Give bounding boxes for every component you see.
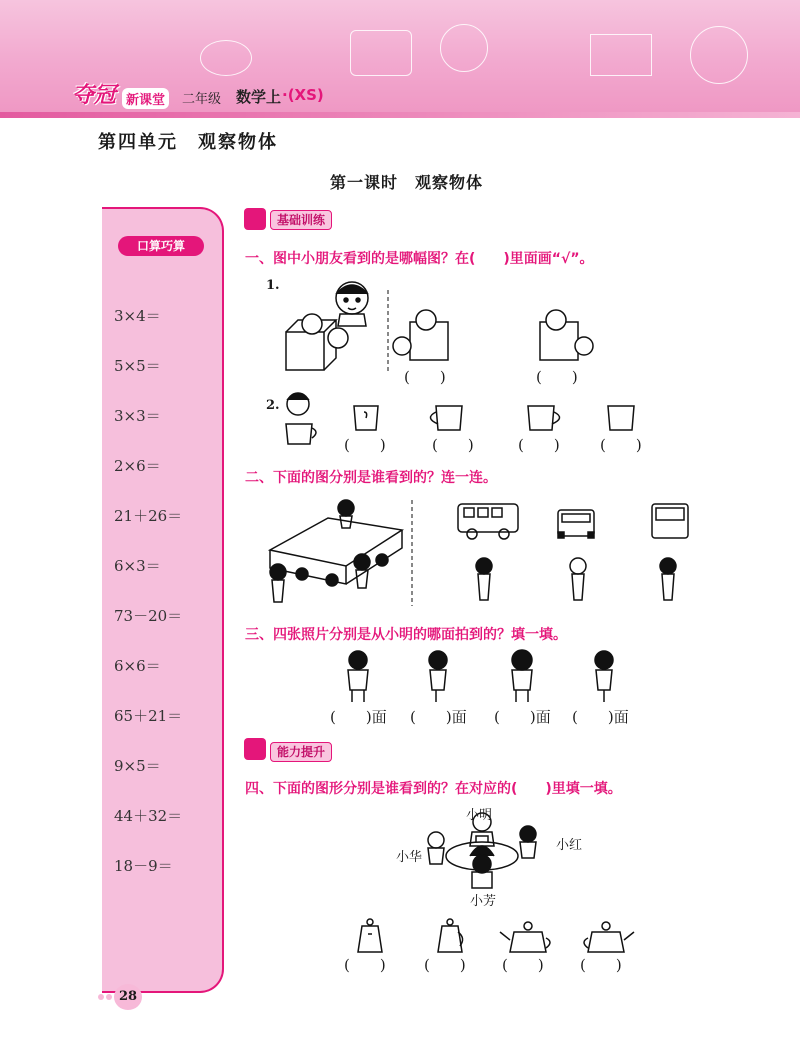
name-label-xiaohong: 小红 — [556, 838, 583, 853]
ability-tag: 能力提升 — [270, 742, 332, 762]
book-label: 数学上 — [236, 88, 282, 106]
calc-item: 18－9＝ — [114, 857, 173, 875]
answer-blank[interactable]: ( ) — [344, 956, 386, 974]
name-label-xiaofang: 小芳 — [470, 894, 497, 909]
book-doodle-icon — [350, 30, 412, 76]
bus-back-view-icon — [652, 504, 688, 538]
brand-logo: 夺冠 — [72, 83, 117, 108]
calc-item: 3×4＝ — [114, 307, 161, 325]
question-4-prompt: 四、下面的图形分别是谁看到的？在对应的( )里填一填。 — [245, 781, 622, 797]
header-divider — [0, 112, 800, 118]
sidebar-heading: 口算巧算 — [118, 236, 204, 256]
bus-side-view-icon — [458, 504, 518, 539]
globe-doodle-icon — [690, 26, 748, 84]
calc-item: 3×3＝ — [114, 407, 161, 425]
answer-blank[interactable]: ( )面 — [330, 708, 387, 726]
unit-title: 第四单元 观察物体 — [98, 132, 278, 153]
edition-label: ·(XS) — [282, 86, 324, 104]
calc-item: 21＋26＝ — [114, 507, 183, 525]
question-1-prompt: 一、图中小朋友看到的是哪幅图？在( )里面画“√”。 — [245, 251, 594, 267]
child-face-icon — [336, 282, 368, 326]
answer-blank[interactable]: ( ) — [518, 436, 560, 454]
gift-box-icon — [244, 738, 266, 760]
answer-blank[interactable]: ( )面 — [572, 708, 629, 726]
question-2-prompt: 二、下面的图分别是谁看到的？连一连。 — [245, 470, 497, 486]
answer-blank[interactable]: ( ) — [432, 436, 474, 454]
answer-blank[interactable]: ( )面 — [410, 708, 467, 726]
notebook-doodle-icon — [590, 34, 652, 76]
calc-item: 6×6＝ — [114, 657, 161, 675]
page-number: 28 — [114, 984, 142, 1010]
q3-photos — [342, 650, 632, 706]
cup-view-icon — [430, 406, 462, 430]
decorative-dot — [98, 994, 104, 1000]
page-header-banner — [0, 0, 800, 112]
glasses-doodle-icon — [200, 40, 252, 76]
answer-blank[interactable]: ( ) — [344, 436, 386, 454]
answer-blank[interactable]: ( ) — [502, 956, 544, 974]
boy-photo-front-icon — [348, 651, 368, 702]
calc-item: 73－20＝ — [114, 607, 183, 625]
answer-blank[interactable]: ( ) — [580, 956, 622, 974]
teapot-view-icon — [584, 922, 634, 952]
books-icon — [244, 208, 266, 230]
calc-item: 44＋32＝ — [114, 807, 183, 825]
bus-perspective-icon — [270, 518, 402, 586]
cup-view-icon — [354, 406, 378, 430]
option-b-figure-icon — [540, 310, 593, 360]
calc-item: 2×6＝ — [114, 457, 161, 475]
lesson-title: 第一课时 观察物体 — [330, 173, 484, 192]
boy-with-cup-icon — [286, 393, 316, 444]
children-around-table-icon — [428, 813, 536, 888]
answer-blank[interactable]: ( )面 — [494, 708, 551, 726]
cup-view-icon — [528, 406, 560, 430]
basic-training-tag: 基础训练 — [270, 210, 332, 230]
calc-item: 5×5＝ — [114, 357, 161, 375]
boy-photo-back-icon — [512, 650, 532, 702]
answer-blank[interactable]: ( ) — [600, 436, 642, 454]
q2-figures — [262, 494, 692, 610]
clock-doodle-icon — [440, 24, 488, 72]
brand-series: 新课堂 — [122, 88, 169, 109]
bus-front-view-icon — [558, 510, 594, 538]
q4-teapot-views — [354, 918, 634, 956]
item-number: 2. — [266, 398, 280, 413]
cup-view-icon — [608, 406, 634, 430]
name-label-xiaohua: 小华 — [396, 850, 423, 865]
answer-blank[interactable]: ( ) — [536, 368, 578, 386]
question-3-prompt: 三、四张照片分别是从小明的哪面拍到的？填一填。 — [245, 627, 567, 643]
calc-item: 65＋21＝ — [114, 707, 183, 725]
answer-blank[interactable]: ( ) — [404, 368, 446, 386]
teapot-view-icon — [500, 922, 550, 952]
boy-photo-side-icon — [429, 651, 447, 702]
teapot-view-icon — [358, 919, 382, 952]
child-figure-icon — [476, 558, 676, 600]
grade-label: 二年级 — [182, 92, 222, 107]
calc-item: 9×5＝ — [114, 757, 161, 775]
answer-blank[interactable]: ( ) — [424, 956, 466, 974]
name-label-xiaoming: 小明 — [466, 808, 493, 823]
boy-photo-side-icon — [595, 651, 613, 702]
item-number: 1. — [266, 278, 280, 293]
option-a-figure-icon — [393, 310, 448, 360]
child-figure-icon — [270, 500, 370, 602]
decorative-dot — [106, 994, 112, 1000]
teapot-view-icon — [438, 919, 463, 952]
calc-item: 6×3＝ — [114, 557, 161, 575]
